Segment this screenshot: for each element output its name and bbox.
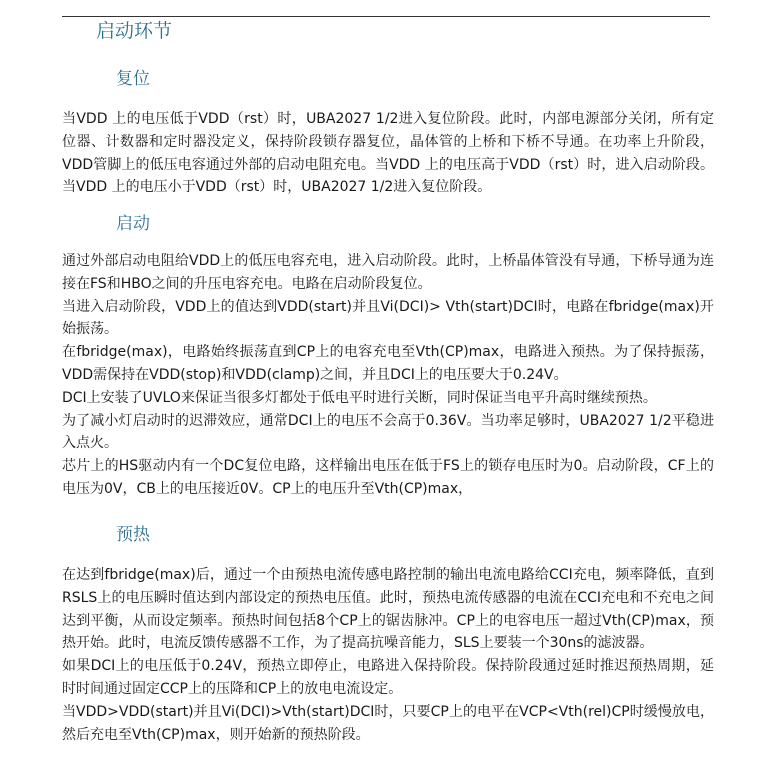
paragraph: 通过外部启动电阻给VDD上的低压电容充电，进入启动阶段。此时，上桥晶体管没有导通，下桥导通为连接在FS和HBO之间的升压电容充电。电路在启动阶段复位。 (62, 253, 714, 292)
paragraph: 当VDD 上的电压低于VDD（rst）时，UBA2027 1/2进入复位阶段。此时，内部电源部分关闭，所有定位器、计数器和定时器没定义，保持阶段锁存器复位，晶体管的上桥和下桥不导通。在功率上升阶段，VDD管脚上的低压电容通过外部的启动电阻充电。当VDD 上的电压高于VDD（rst）时，进入启动阶段。当VDD 上的电压小于VDD（rst）时，UBA2027 1/2进入复位阶段。 (62, 111, 714, 196)
section-body-reset (62, 108, 714, 199)
paragraph: 在达到fbridge(max)后，通过一个由预热电流传感电路控制的输出电流电路给CCI充电，频率降低，直到RSLS上的电压瞬时值达到内部设定的预热电压值。此时，预热电流传感器的电流在CCI充电和不充电之间达到平衡，从而设定频率。预热时间包括8个CP上的锯齿脉冲。CP上的电容电压一超过Vth(CP)max，预热开始。此时，电流反馈传感器不工作，为了提高抗噪音能力，SLS上要装一个30ns的滤波器。 (62, 567, 714, 652)
paragraph: DCI上安装了UVLO来保证当很多灯都处于低电平时进行关断，同时保证当电平升高时继续预热。 (62, 389, 657, 406)
paragraph: 当VDD>VDD(start)并且Vi(DCI)>Vth(start)DCI时，只要CP上的电平在VCP<Vth(rel)CP时缓慢放电，然后充电至Vth(CP)max，则开始新的预热阶段。 (62, 703, 714, 743)
paragraph: 在fbridge(max)，电路始终振荡直到CP上的电容充电至Vth(CP)max，电路进入预热。为了保持振荡，VDD需保持在VDD(stop)和VDD(clamp)之间，并且DCI上的电压要大于0.24V。 (62, 344, 714, 383)
paragraph: 芯片上的HS驱动内有一个DC复位电路，这样输出电压在低于FS上的锁存电压时为0。启动阶段，CF上的电压为0V，CB上的电压接近0V。CP上的电压升至Vth(CP)max， (62, 458, 714, 497)
section-heading-preheat: 预热 (116, 525, 150, 545)
paragraph: 当进入启动阶段，VDD上的值达到VDD(start)并且Vi(DCI)> Vth(start)DCI时，电路在fbridge(max)开始振荡。 (62, 298, 714, 338)
section-body-startup (62, 250, 714, 501)
section-heading-reset: 复位 (116, 69, 150, 89)
section-body-preheat (62, 564, 714, 746)
page-title: 启动环节 (96, 20, 173, 42)
section-heading-startup: 启动 (116, 214, 150, 234)
paragraph: 为了减小灯启动时的迟滞效应，通常DCI上的电压不会高于0.36V。当功率足够时，UBA2027 1/2平稳进入点火。 (62, 412, 714, 452)
paragraph: 如果DCI上的电压低于0.24V，预热立即停止，电路进入保持阶段。保持阶段通过延时推迟预热周期，延时时间通过固定CCP上的压降和CP上的放电电流设定。 (62, 658, 714, 697)
